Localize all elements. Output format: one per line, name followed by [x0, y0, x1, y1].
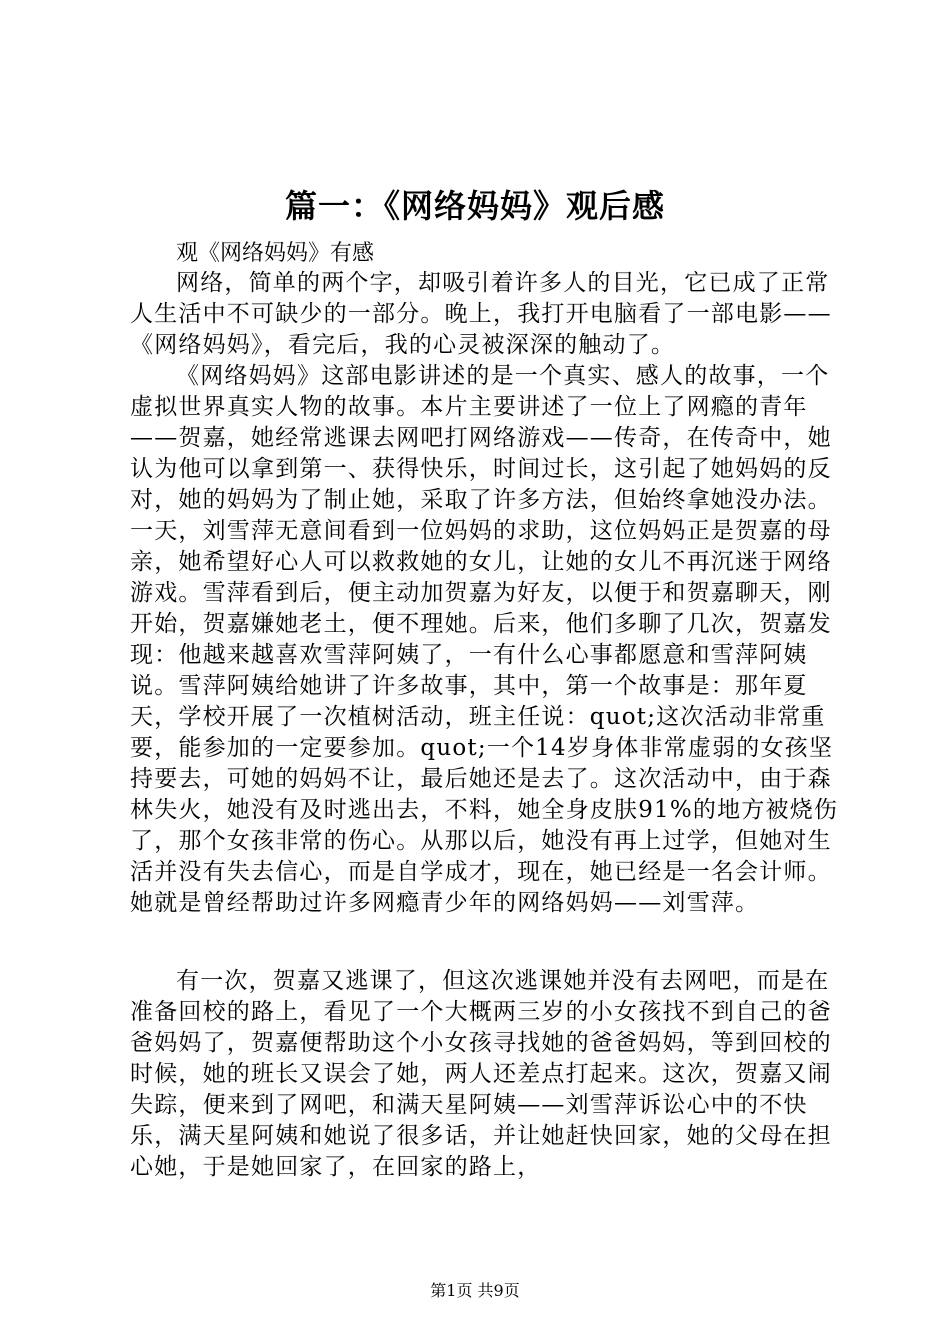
paragraph-2: 《网络妈妈》这部电影讲述的是一个真实、感人的故事，一个虚拟世界真实人物的故事。本片主要讲述了一位上了网瘾的青年——贺嘉，她经常逃课去网吧打网络游戏——传奇，在传奇中，她认为他可以拿到第一、获得快乐，时间过长，这引起了她妈妈的反对，她的妈妈为了制止她，采取了许多方法，但始终拿她没办法。一天，刘雪萍无意间看到一位妈妈的求助，这位妈妈正是贺嘉的母亲，她希望好心人可以救救她的女儿，让她的女儿不再沉迷于网络游戏。雪萍看到后，便主动加贺嘉为好友，以便于和贺嘉聊天，刚开始，贺嘉嫌她老土，便不理她。后来，他们多聊了几次，贺嘉发现：他越来越喜欢雪萍阿姨了，一有什么心事都愿意和雪萍阿姨说。雪萍阿姨给她讲了许多故事，其中，第一个故事是：那年夏天，学校开展了一次植树活动，班主任说：quot;这次活动非常重要，能参加的一定要参加。quot;一个14岁身体非常虚弱的女孩坚持要去，可她的妈妈不让，最后她还是去了。这次活动中，由于森林失火，她没有及时逃出去，不料，她全身皮肤91%的地方被烧伤了，那个女孩非常的伤心。从那以后，她没有再上过学，但她对生活并没有失去信心，而是自学成才，现在，她已经是一名会计师。她就是曾经帮助过许多网瘾青少年的网络妈妈——刘雪萍。	[130, 363, 839, 916]
document-subtitle: 观《网络妈妈》有感	[176, 241, 375, 266]
body-section-1	[130, 268, 850, 919]
body-section-2	[130, 966, 850, 1183]
document-title: 篇一：《网络妈妈》观后感	[284, 187, 665, 225]
paragraph-1: 网络，简单的两个字，却吸引着许多人的目光，它已成了正常人生活中不可缺少的一部分。晚上，我打开电脑看了一部电影——《网络妈妈》，看完后，我的心灵被深深的触动了。	[130, 270, 832, 358]
page-number-footer: 第1页 共9页	[430, 1281, 520, 1300]
paragraph-3: 有一次，贺嘉又逃课了，但这次逃课她并没有去网吧，而是在准备回校的路上，看见了一个大概两三岁的小女孩找不到自己的爸爸妈妈了，贺嘉便帮助这个小女孩寻找她的爸爸妈妈，等到回校的时候，她的班长又误会了她，两人还差点打起来。这次，贺嘉又闹失踪，便来到了网吧，和满天星阿姨——刘雪萍诉讼心中的不快乐，满天星阿姨和她说了很多话，并让她赶快回家，她的父母在担心她，于是她回家了，在回家的路上，	[130, 968, 832, 1180]
